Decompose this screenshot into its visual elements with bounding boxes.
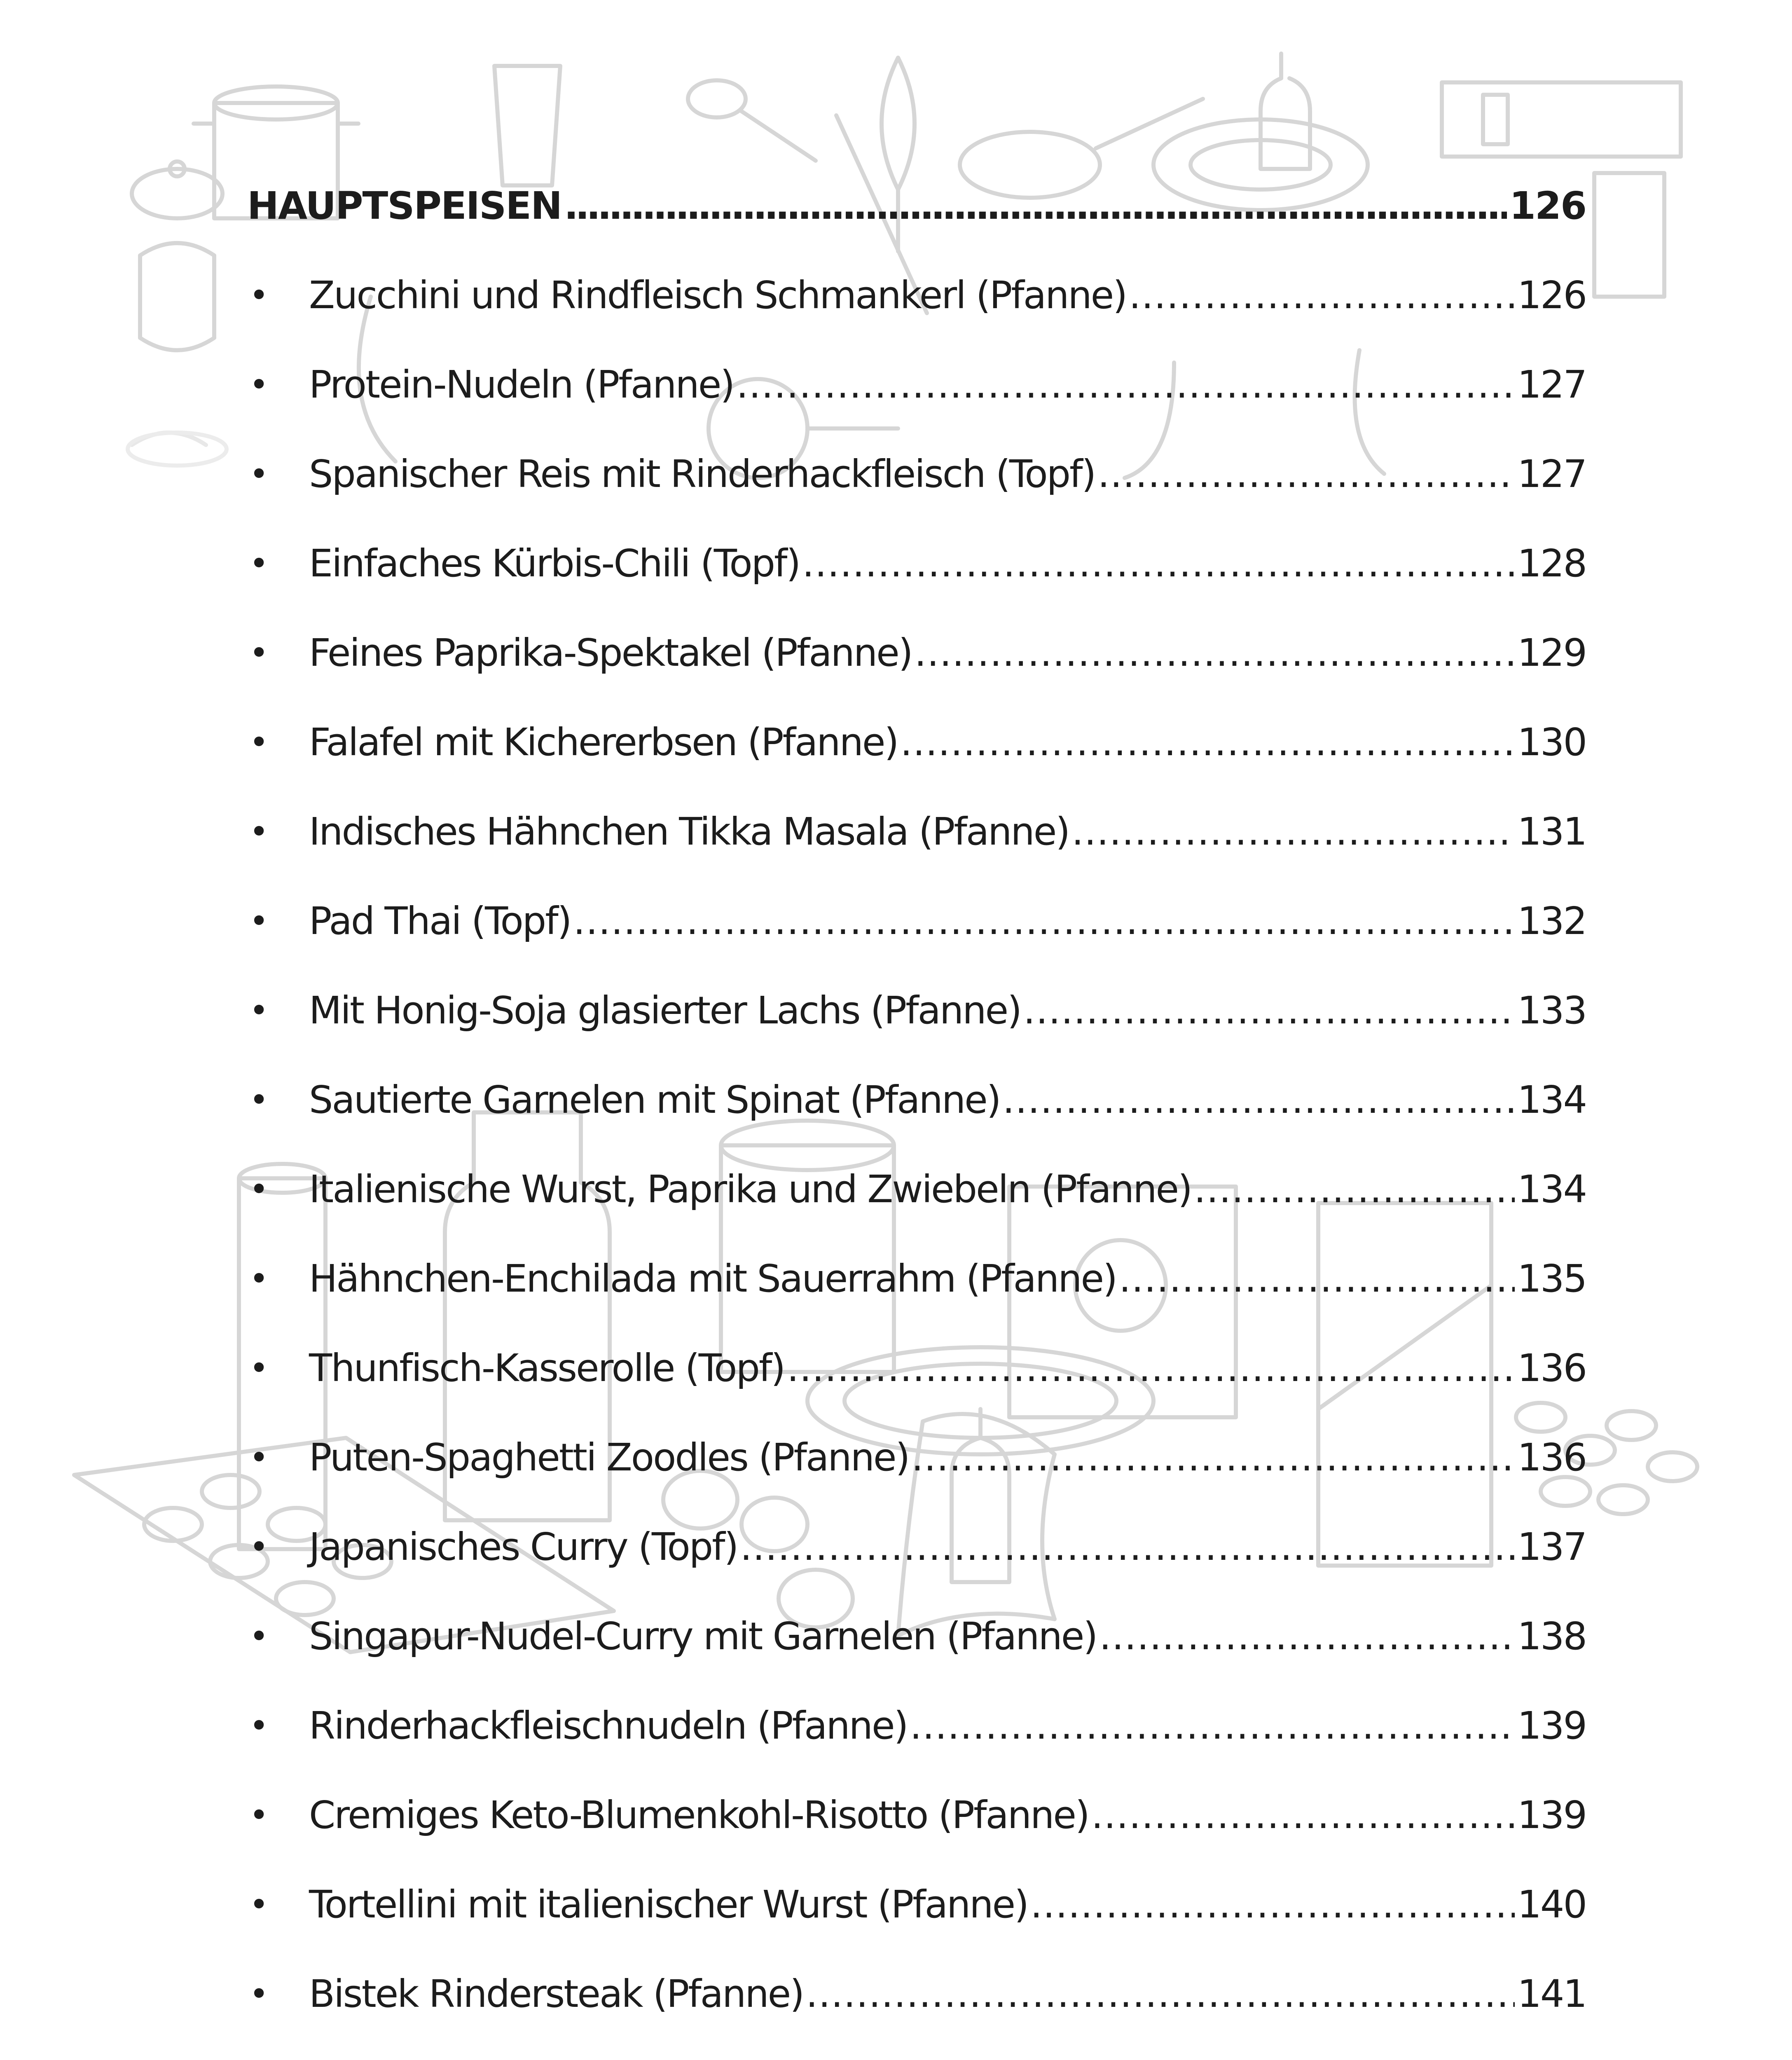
dot-leader [1091, 1791, 1515, 1840]
toc-entry[interactable] [247, 320, 1586, 410]
toc-entry[interactable] [247, 1214, 1586, 1304]
bullet-icon: • [249, 1259, 268, 1298]
toc-entry[interactable] [247, 1304, 1586, 1393]
toc-entry-label: Spanischer Reis mit Rinderhackfleisch (Topf) [309, 452, 1095, 496]
toc-entry[interactable] [247, 946, 1586, 1035]
toc-entry[interactable] [247, 678, 1586, 767]
dot-leader [911, 1433, 1515, 1482]
dot-leader [740, 1522, 1515, 1572]
toc-entry[interactable] [247, 1840, 1586, 1929]
toc-entry-page-number: 132 [1517, 899, 1586, 943]
toc-entry-label: Protein-Nudeln (Pfanne) [309, 363, 734, 407]
toc-entry-label: Feines Paprika-Spektakel (Pfanne) [309, 631, 912, 675]
toc-section-heading[interactable] [247, 181, 1586, 231]
toc-entry[interactable] [247, 588, 1586, 678]
dot-leader [802, 539, 1515, 588]
dot-leader [910, 1701, 1515, 1751]
bullet-icon: • [249, 1885, 268, 1924]
bullet-icon: • [249, 1081, 268, 1119]
bullet-icon: • [249, 1796, 268, 1834]
dot-leader [736, 360, 1515, 410]
toc-entry-label: Cremiges Keto-Blumenkohl-Risotto (Pfanne) [309, 1793, 1089, 1837]
toc-entry-label: Bistek Rindersteak (Pfanne) [309, 1972, 804, 2016]
toc-entry-label: Pad Thai (Topf) [309, 899, 571, 943]
bullet-icon: • [249, 544, 268, 583]
bullet-icon: • [249, 991, 268, 1030]
toc-entry-page-number: 134 [1517, 1078, 1586, 1122]
dot-leader [1119, 1254, 1515, 1304]
toc-entry[interactable] [247, 231, 1586, 320]
dot-leader [1097, 449, 1515, 499]
dot-leader [1023, 986, 1515, 1035]
toc-entry[interactable] [247, 1929, 1586, 2019]
toc-entry-list [247, 231, 1586, 2060]
toc-entry[interactable] [247, 767, 1586, 857]
toc-entry-label: Japanisches Curry (Topf) [309, 1525, 738, 1569]
toc-entry-label: Mit Honig-Soja glasierter Lachs (Pfanne) [309, 988, 1021, 1032]
toc-entry-page-number: 135 [1517, 1257, 1586, 1301]
dot-leader [787, 1344, 1515, 1393]
toc-entry-label: Indisches Hähnchen Tikka Masala (Pfanne) [309, 810, 1069, 854]
bullet-icon: • [249, 902, 268, 940]
section-title: HAUPTSPEISEN [247, 184, 562, 228]
dot-leader [1129, 271, 1515, 320]
toc-entry-label: Tortellini mit italienischer Wurst (Pfanne) [309, 1882, 1028, 1927]
bullet-icon: • [249, 1528, 268, 1566]
dot-leader [1071, 807, 1515, 857]
toc-entry-page-number: 136 [1517, 1346, 1586, 1390]
bullet-icon: • [249, 1170, 268, 1208]
toc-entry[interactable] [247, 857, 1586, 946]
toc-entry-label: Thunfisch-Kasserolle (Topf) [309, 1346, 785, 1390]
bullet-icon: • [249, 1975, 268, 2013]
bullet-icon: • [249, 634, 268, 672]
toc-entry-page-number: 139 [1517, 1704, 1586, 1748]
toc-entry[interactable] [247, 1482, 1586, 1572]
dot-leader [900, 718, 1515, 767]
toc-entry-label: Italienische Wurst, Paprika und Zwiebeln (Pfanne) [309, 1167, 1191, 1211]
dot-leader [915, 628, 1515, 678]
toc-entry[interactable] [247, 1125, 1586, 1214]
bullet-icon: • [249, 723, 268, 761]
dot-leader [564, 181, 1507, 231]
toc-entry-page-number: 136 [1517, 1435, 1586, 1479]
toc-entry-label: Hähnchen-Enchilada mit Sauerrahm (Pfanne) [309, 1257, 1117, 1301]
bullet-icon: • [249, 1438, 268, 1477]
toc-entry-page-number: 141 [1517, 1972, 1586, 2016]
bullet-icon: • [249, 1349, 268, 1387]
bullet-icon: • [249, 455, 268, 493]
dot-leader [806, 1969, 1515, 2019]
toc-entry[interactable] [247, 1751, 1586, 1840]
toc-entry[interactable] [247, 410, 1586, 499]
toc-entry[interactable] [247, 1393, 1586, 1482]
toc-entry-label: Puten-Spaghetti Zoodles (Pfanne) [309, 1435, 909, 1479]
dot-leader [573, 897, 1515, 946]
toc-entry-page-number: 138 [1517, 1614, 1586, 1658]
toc-entry-label: Sautierte Garnelen mit Spinat (Pfanne) [309, 1078, 1000, 1122]
toc-entry-label: Einfaches Kürbis-Chili (Topf) [309, 541, 800, 585]
bullet-icon: • [249, 812, 268, 851]
dot-leader [1194, 1165, 1515, 1214]
toc-entry[interactable] [247, 2019, 1586, 2060]
bullet-icon: • [249, 365, 268, 404]
toc-entry-page-number: 137 [1517, 1525, 1586, 1569]
toc-entry-page-number: 126 [1517, 273, 1586, 317]
dot-leader [1003, 1075, 1515, 1125]
toc-entry-page-number: 139 [1517, 1793, 1586, 1837]
toc-entry[interactable] [247, 1661, 1586, 1751]
toc-entry-page-number: 134 [1517, 1167, 1586, 1211]
toc-entry-page-number: 127 [1517, 363, 1586, 407]
toc-entry-page-number: 133 [1517, 988, 1586, 1032]
dot-leader [1099, 1612, 1515, 1661]
toc-entry-page-number: 129 [1517, 631, 1586, 675]
bullet-icon: • [249, 276, 268, 314]
bullet-icon: • [249, 1707, 268, 1745]
toc-entry-label: Zucchini und Rindfleisch Schmankerl (Pfanne) [309, 273, 1127, 317]
toc-entry-label: Rinderhackfleischnudeln (Pfanne) [309, 1704, 908, 1748]
toc-entry-page-number: 128 [1517, 541, 1586, 585]
toc-entry-page-number: 127 [1517, 452, 1586, 496]
toc-entry-label: Falafel mit Kichererbsen (Pfanne) [309, 720, 898, 764]
dot-leader [1030, 1880, 1515, 1929]
toc-entry-page-number: 131 [1517, 810, 1586, 854]
bullet-icon: • [249, 1617, 268, 1655]
table-of-contents [247, 181, 1586, 2060]
toc-entry-label: Singapur-Nudel-Curry mit Garnelen (Pfanne) [309, 1614, 1097, 1658]
toc-entry[interactable] [247, 1572, 1586, 1661]
toc-entry[interactable] [247, 1035, 1586, 1125]
toc-entry-page-number: 130 [1517, 720, 1586, 764]
section-page-number: 126 [1509, 184, 1586, 228]
toc-entry-page-number: 140 [1517, 1882, 1586, 1927]
toc-entry[interactable] [247, 499, 1586, 588]
